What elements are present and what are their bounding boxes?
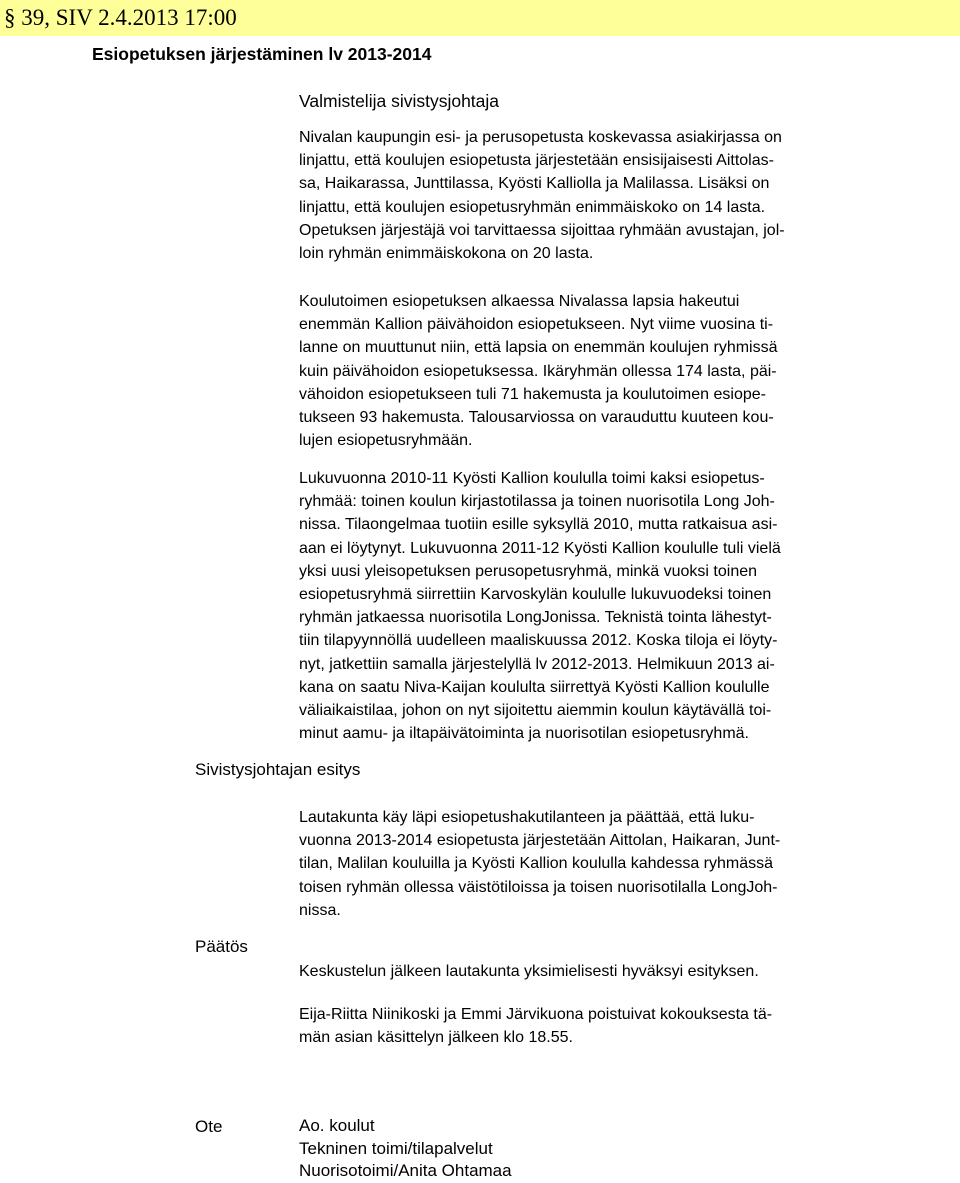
text-line: sa, Haikarassa, Junttilassa, Kyösti Kalliolla ja Malilassa. Lisäksi on bbox=[299, 175, 770, 193]
text-line: väliaikaistilaa, johon on nyt sijoitettu aiemmin koulun käytävällä toi- bbox=[299, 702, 772, 720]
text-line: linjattu, että koulujen esiopetusryhmän enimmäiskoko on 14 lasta. bbox=[299, 198, 766, 216]
document-title: Esiopetuksen järjestäminen lv 2013-2014 bbox=[92, 44, 432, 64]
text-line: lanne on muuttunut niin, että lapsia on enemmän koulujen ryhmissä bbox=[299, 339, 778, 357]
proposal-label: Sivistysjohtajan esitys bbox=[195, 760, 361, 779]
recipient-item: Tekninen toimi/tilapalvelut bbox=[299, 1138, 493, 1158]
text-line: tiin tilapyynnöllä uudelleen maaliskuussa 2012. Koska tiloja ei löyty- bbox=[299, 632, 778, 650]
recipients-list bbox=[299, 1115, 512, 1183]
text-line: esiopetusryhmä siirrettiin Karvoskylän koululle lukuvuodeksi toinen bbox=[299, 586, 772, 604]
paragraph-decision bbox=[299, 960, 899, 983]
paragraph-proposal bbox=[299, 806, 899, 922]
text-line: nissa. bbox=[299, 901, 341, 919]
text-line: vuonna 2013-2014 esiopetusta järjestetään Aittolan, Haikaran, Junt- bbox=[299, 832, 781, 850]
text-line: Lautakunta käy läpi esiopetushakutilanteen ja päättää, että luku- bbox=[299, 809, 755, 826]
text-line: nyt, jatkettiin samalla järjestelyllä lv 2012-2013. Helmikuun 2013 ai- bbox=[299, 655, 775, 673]
recipient-item: Ao. koulut bbox=[299, 1116, 375, 1135]
text-line: lujen esiopetusryhmään. bbox=[299, 432, 473, 450]
text-line: ryhmää: toinen koulun kirjastotilassa ja toinen nuorisotila Long Joh- bbox=[299, 493, 775, 511]
text-line: tukseen 93 hakemusta. Talousarviossa on varauduttu kuuteen kou- bbox=[299, 409, 774, 427]
text-line: minut aamu- ja iltapäivätoiminta ja nuorisotilan esiopetusryhmä. bbox=[299, 725, 749, 743]
text-line: Nivalan kaupungin esi- ja perusopetusta koskevassa asiakirjassa on bbox=[299, 129, 782, 146]
paragraph-enrollment bbox=[299, 290, 899, 452]
text-line: kana on saatu Niva-Kaijan koululta siirrettyä Kyösti Kallion koululle bbox=[299, 678, 770, 696]
paragraph-background bbox=[299, 126, 899, 265]
text-line: män asian käsittelyn jälkeen klo 18.55. bbox=[299, 1029, 573, 1047]
text-line: Eija-Riitta Niinikoski ja Emmi Järvikuona poistuivat kokouksesta tä- bbox=[299, 1006, 773, 1023]
text-line: enemmän Kallion päivähoidon esiopetukseen. Nyt viime vuosina ti- bbox=[299, 316, 774, 334]
text-line: Opetuksen järjestäjä voi tarvittaessa sijoittaa ryhmään avustajan, jol- bbox=[299, 221, 785, 239]
copy-label: Ote bbox=[195, 1117, 223, 1136]
text-line: Koulutoimen esiopetuksen alkaessa Nivalassa lapsia hakeutui bbox=[299, 293, 740, 310]
decision-label: Päätös bbox=[195, 937, 248, 956]
paragraph-note bbox=[299, 1003, 899, 1049]
text-line: Keskustelun jälkeen lautakunta yksimielisesti hyväksyi esityksen. bbox=[299, 963, 759, 980]
paragraph-facilities bbox=[299, 467, 899, 745]
preparer-line: Valmistelija sivistysjohtaja bbox=[299, 91, 500, 111]
recipient-item: Nuorisotoimi/Anita Ohtamaa bbox=[299, 1161, 512, 1180]
text-line: vähoidon esiopetukseen tuli 71 hakemusta ja koulutoimen esiope- bbox=[299, 385, 766, 403]
section-header bbox=[0, 0, 960, 36]
section-header-text: § 39, SIV 2.4.2013 17:00 bbox=[4, 5, 237, 30]
text-line: yksi uusi yleisopetuksen perusopetusryhmä, minkä vuoksi toinen bbox=[299, 562, 758, 580]
text-line: linjattu, että koulujen esiopetusta järjestetään ensisijaisesti Aittolas- bbox=[299, 152, 774, 170]
text-line: aan ei löytynyt. Lukuvuonna 2011-12 Kyösti Kallion koululle tuli vielä bbox=[299, 539, 781, 557]
text-line: ryhmän jatkaessa nuorisotila LongJonissa. Teknistä tointa lähestyt- bbox=[299, 609, 772, 627]
text-line: loin ryhmän enimmäiskokona on 20 lasta. bbox=[299, 245, 594, 263]
text-line: tilan, Malilan kouluilla ja Kyösti Kallion koululla kahdessa ryhmässä bbox=[299, 855, 774, 873]
text-line: nissa. Tilaongelmaa tuotiin esille syksyllä 2010, mutta ratkaisua asi- bbox=[299, 516, 778, 534]
text-line: toisen ryhmän ollessa väistötiloissa ja toisen nuorisotilalla LongJoh- bbox=[299, 878, 778, 896]
text-line: Lukuvuonna 2010-11 Kyösti Kallion koululla toimi kaksi esiopetus- bbox=[299, 470, 765, 487]
text-line: kuin päivähoidon esiopetuksessa. Ikäryhmän ollessa 174 lasta, päi- bbox=[299, 362, 777, 380]
